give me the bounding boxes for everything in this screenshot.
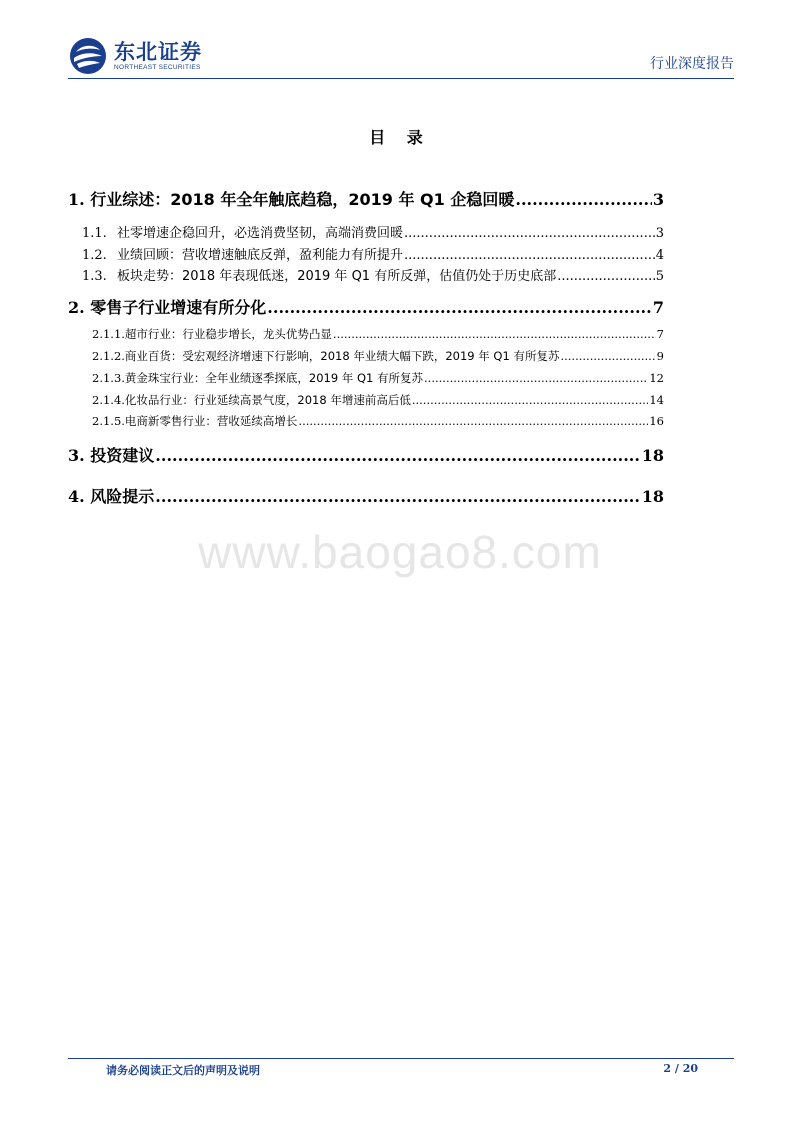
watermark: www.baogao8.com xyxy=(198,526,602,578)
toc-entry-2-1-3[interactable] xyxy=(92,370,664,386)
toc-page: 7 xyxy=(656,327,664,341)
toc-number: 2. xyxy=(68,298,85,317)
toc-entry-2-1-1[interactable] xyxy=(92,326,664,342)
toc-leader xyxy=(412,393,649,407)
toc-label: 黄金珠宝行业：全年业绩逐季探底，2019 年 Q1 有所复苏 xyxy=(124,371,424,385)
toc-page: 3 xyxy=(655,226,664,241)
toc-number: 3. xyxy=(68,446,85,465)
toc-leader xyxy=(333,327,656,341)
toc-label: 化妆品行业：行业延续高景气度，2018 年增速前高后低 xyxy=(124,393,411,407)
toc-number: 4. xyxy=(68,487,85,506)
toc-number: 1.2. xyxy=(82,248,107,263)
toc-page: 9 xyxy=(656,349,664,363)
toc-page: 4 xyxy=(655,248,664,263)
toc-label: 零售子行业增速有所分化 xyxy=(90,298,267,317)
toc-leader xyxy=(155,446,640,465)
toc-number: 1.3. xyxy=(82,269,107,284)
toc-entry-1[interactable] xyxy=(68,187,664,210)
footer-divider xyxy=(68,1058,734,1059)
toc-title: 目 录 xyxy=(369,128,431,147)
toc-entry-1-2[interactable] xyxy=(82,244,664,263)
page-number: 2 / 20 xyxy=(663,1062,698,1075)
toc-entry-2-1-5[interactable] xyxy=(92,413,664,429)
toc-leader xyxy=(155,487,640,506)
toc-leader xyxy=(515,190,651,209)
toc-label: 超市行业：行业稳步增长，龙头优势凸显 xyxy=(124,327,332,341)
logo-icon xyxy=(68,36,108,76)
toc-number: 2.1.1. xyxy=(92,327,125,341)
toc-leader xyxy=(404,226,655,241)
toc-entry-3[interactable] xyxy=(68,443,664,466)
toc-label: 板块走势：2018 年表现低迷，2019 年 Q1 有所反弹，估值仍处于历史底部 xyxy=(117,269,557,284)
toc-number: 2.1.3. xyxy=(92,371,125,385)
header-divider xyxy=(68,78,734,79)
toc-entry-4[interactable] xyxy=(68,484,664,507)
logo-en-text: NORTHEAST SECURITIES xyxy=(114,63,201,71)
page-header xyxy=(68,36,734,80)
toc-number: 2.1.4. xyxy=(92,393,125,407)
toc-label: 电商新零售行业：营收延续高增长 xyxy=(124,414,298,428)
toc-entry-2-1-2[interactable] xyxy=(92,348,664,364)
toc-leader xyxy=(404,248,655,263)
toc-entry-1-3[interactable] xyxy=(82,265,664,284)
toc-entry-2-1-4[interactable] xyxy=(92,392,664,408)
toc-leader xyxy=(560,349,655,363)
toc-page: 12 xyxy=(649,371,664,385)
toc-page: 18 xyxy=(641,487,664,506)
toc-entry-1-1[interactable] xyxy=(82,222,664,241)
logo-cn-text: 东北证券 xyxy=(114,39,202,64)
toc-leader xyxy=(298,414,648,428)
toc-page: 18 xyxy=(641,446,664,465)
toc-page: 16 xyxy=(649,414,664,428)
toc-label: 行业综述：2018 年全年触底趋稳，2019 年 Q1 企稳回暖 xyxy=(90,190,515,209)
toc-label: 社零增速企稳回升，必选消费坚韧，高端消费回暖 xyxy=(117,226,404,241)
toc-page: 7 xyxy=(652,298,664,317)
toc-leader xyxy=(267,298,652,317)
toc-page: 3 xyxy=(652,190,664,209)
company-logo xyxy=(68,36,202,76)
toc-page: 14 xyxy=(649,393,664,407)
toc-number: 2.1.2. xyxy=(92,349,125,363)
toc-entry-2[interactable] xyxy=(68,295,664,318)
toc-label: 业绩回顾：营收增速触底反弹，盈利能力有所提升 xyxy=(117,248,404,263)
toc-number: 1. xyxy=(68,190,85,209)
toc-label: 投资建议 xyxy=(90,446,155,465)
toc-leader xyxy=(424,371,648,385)
toc-leader xyxy=(557,269,655,284)
toc-number: 1.1. xyxy=(82,226,107,241)
toc-label: 商业百货：受宏观经济增速下行影响，2018 年业绩大幅下跌，2019 年 Q1 有所复苏 xyxy=(124,349,560,363)
toc-number: 2.1.5. xyxy=(92,414,125,428)
report-type: 行业深度报告 xyxy=(650,56,734,72)
toc-label: 风险提示 xyxy=(90,487,155,506)
toc-page: 5 xyxy=(655,269,664,284)
footer-disclaimer: 请务必阅读正文后的声明及说明 xyxy=(106,1064,260,1077)
